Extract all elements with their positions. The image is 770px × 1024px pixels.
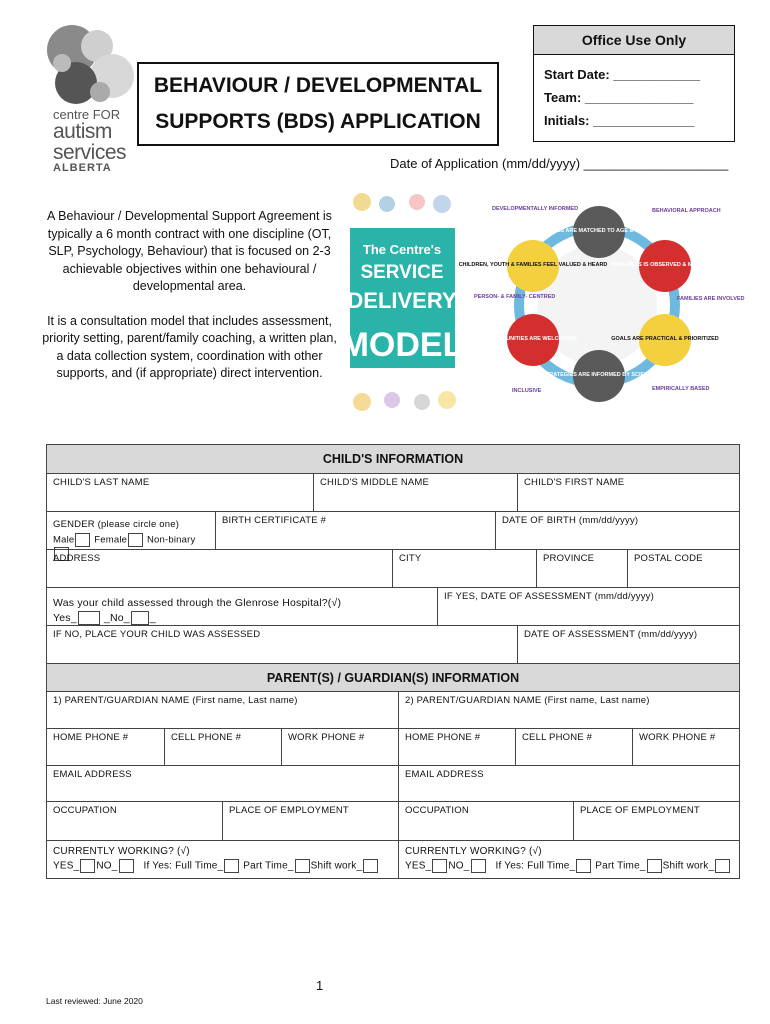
glenrose-no-label: No xyxy=(109,611,124,624)
parent1-employment-field[interactable]: PLACE OF EMPLOYMENT xyxy=(222,802,398,840)
glenrose-yes-checkbox[interactable] xyxy=(78,611,100,625)
glenrose-row xyxy=(46,588,740,626)
last-reviewed: Last reviewed: June 2020 xyxy=(46,996,143,1006)
label-behavioral: BEHAVIORAL APPROACH xyxy=(652,208,721,214)
parent2-email-field[interactable]: EMAIL ADDRESS xyxy=(398,766,739,801)
parent1-working-field: CURRENTLY WORKING? (√) YES_ NO_ If Yes: Full Time_ Part Time_ Shift work_ xyxy=(47,841,398,878)
logo-wordmark xyxy=(53,108,126,174)
office-team[interactable]: Team: _______________ xyxy=(544,90,694,105)
label-empirical: EMPIRICALLY BASED xyxy=(652,386,710,392)
parent2-work-phone-field[interactable]: WORK PHONE # xyxy=(632,729,739,765)
parent1-cell-phone-field[interactable]: CELL PHONE # xyxy=(164,729,281,765)
poster-line4: MODEL xyxy=(340,326,464,364)
assessment-date-field[interactable]: DATE OF ASSESSMENT (mm/dd/yyyy) xyxy=(517,626,739,663)
child-info-heading: CHILD'S INFORMATION xyxy=(46,444,740,474)
parent2-employment-field[interactable]: PLACE OF EMPLOYMENT xyxy=(573,802,739,840)
logo-line3: services xyxy=(53,141,127,164)
parent-name-row xyxy=(46,692,740,729)
intro-paragraph-2: It is a consultation model that includes assessment, priority setting, parent/family coaching, a written plan, a data collection system, coordination with other supports, and (if appropriate) direct intervention. xyxy=(42,313,337,380)
label-children: CHILDREN, YOUTH & FAMILIES FEEL VALUED & HEARD xyxy=(458,262,608,268)
working-row xyxy=(46,841,740,879)
gender-field: GENDER (please circle one) Male Female Non-binary xyxy=(47,512,215,549)
label-inclusive: INCLUSIVE xyxy=(512,388,542,394)
parent-info-heading: PARENT(S) / GUARDIAN(S) INFORMATION xyxy=(46,664,740,692)
child-middle-name-field[interactable]: CHILD'S MIDDLE NAME xyxy=(313,474,517,511)
parent2-occupation-field[interactable]: OCCUPATION xyxy=(398,802,573,840)
child-last-name-field[interactable]: CHILD'S LAST NAME xyxy=(53,477,150,488)
gender-nonbinary-label: Non-binary xyxy=(146,534,196,546)
email-row xyxy=(46,766,740,802)
logo-line1: centre FOR xyxy=(53,107,121,122)
service-delivery-model-graphic xyxy=(340,190,745,415)
intro-text xyxy=(42,208,337,400)
date-of-birth-field[interactable]: DATE OF BIRTH (mm/dd/yyyy) xyxy=(495,512,739,549)
office-use-box xyxy=(533,25,735,142)
title-line2: SUPPORTS (BDS) APPLICATION xyxy=(155,110,481,133)
parent2-fulltime-checkbox[interactable] xyxy=(576,859,591,873)
glenrose-assessment-date-field[interactable]: IF YES, DATE OF ASSESSMENT (mm/dd/yyyy) xyxy=(437,588,739,625)
glenrose-question: Was your child assessed through the Glenrose Hospital?(√) Yes_ _No_ _ xyxy=(53,597,342,624)
parent1-shiftwork-checkbox[interactable] xyxy=(363,859,378,873)
province-field[interactable]: PROVINCE xyxy=(536,550,627,587)
city-field[interactable]: CITY xyxy=(392,550,536,587)
page-number: 1 xyxy=(316,978,324,993)
address-field[interactable]: ADDRESS xyxy=(53,553,101,564)
birth-certificate-field[interactable]: BIRTH CERTIFICATE # xyxy=(215,512,495,549)
parent2-parttime-checkbox[interactable] xyxy=(647,859,662,873)
label-strategies: STRATEGIES ARE INFORMED BY SCIENCE xyxy=(542,372,656,378)
parent2-cell-phone-field[interactable]: CELL PHONE # xyxy=(515,729,632,765)
title-line1: BEHAVIOUR / DEVELOPMENTAL xyxy=(153,74,483,97)
glenrose-yes-label: Yes xyxy=(53,611,71,624)
child-name-row xyxy=(46,474,740,512)
gender-row xyxy=(46,512,740,550)
parent1-fulltime-checkbox[interactable] xyxy=(224,859,239,873)
parent2-working-yes-checkbox[interactable] xyxy=(432,859,447,873)
phone-row xyxy=(46,729,740,766)
child-first-name-field[interactable]: CHILD'S FIRST NAME xyxy=(517,474,739,511)
office-use-heading: Office Use Only xyxy=(534,26,734,55)
date-of-application-field[interactable]: Date of Application (mm/dd/yyyy) ____________________ xyxy=(390,156,729,171)
intro-paragraph-1: A Behaviour / Developmental Support Agreement is typically a 6 month contract with one discipline (OT, SLP, Psychology, Behaviour) that is focused on 2-3 achievable objectives within one behavioural / developmental area. xyxy=(47,209,332,293)
parent1-working-yes-checkbox[interactable] xyxy=(80,859,95,873)
poster-line1: The Centre's xyxy=(362,242,442,257)
application-form xyxy=(46,444,740,879)
poster-line2: SERVICE xyxy=(360,262,444,283)
glenrose-no-checkbox[interactable] xyxy=(131,611,149,625)
address-row xyxy=(46,550,740,588)
parent2-name-field[interactable]: 2) PARENT/GUARDIAN NAME (First name, Last name) xyxy=(398,692,739,728)
parent1-work-phone-field[interactable]: WORK PHONE # xyxy=(281,729,398,765)
postal-code-field[interactable]: POSTAL CODE xyxy=(627,550,739,587)
parent1-working-no-checkbox[interactable] xyxy=(119,859,134,873)
gender-male-label: Male xyxy=(53,534,75,546)
logo-line2: autism xyxy=(53,120,112,143)
label-developmentally: DEVELOPMENTALLY INFORMED xyxy=(492,206,579,212)
logo-line4: ALBERTA xyxy=(53,162,112,174)
gender-female-label: Female xyxy=(94,534,128,546)
parent1-email-field[interactable]: EMAIL ADDRESS xyxy=(53,769,132,780)
label-skills: SKILLS ARE MATCHED TO AGE & STAGE xyxy=(544,228,654,234)
parent1-home-phone-field[interactable]: HOME PHONE # xyxy=(53,732,129,743)
office-start-date[interactable]: Start Date: ____________ xyxy=(544,67,701,82)
poster-line3: DELIVERY xyxy=(347,288,457,313)
parent1-occupation-field[interactable]: OCCUPATION xyxy=(53,805,117,816)
label-progress: PROGRESS IS OBSERVED & MEASURED xyxy=(610,262,720,268)
assessment-place-row xyxy=(46,626,740,664)
parent1-name-field[interactable]: 1) PARENT/GUARDIAN NAME (First name, Last name) xyxy=(53,695,298,706)
office-initials[interactable]: Initials: ______________ xyxy=(544,113,695,128)
parent2-working-field: CURRENTLY WORKING? (√) YES_ NO_ If Yes: Full Time_ Part Time_ Shift work_ xyxy=(398,841,739,878)
gender-female-checkbox[interactable] xyxy=(128,533,143,547)
occupation-row xyxy=(46,802,740,841)
parent1-parttime-checkbox[interactable] xyxy=(295,859,310,873)
label-person: PERSON- & FAMILY- CENTRED xyxy=(474,294,556,300)
parent2-working-no-checkbox[interactable] xyxy=(471,859,486,873)
gender-male-checkbox[interactable] xyxy=(75,533,90,547)
parent2-home-phone-field[interactable]: HOME PHONE # xyxy=(398,729,515,765)
form-title xyxy=(137,62,499,146)
parent2-shiftwork-checkbox[interactable] xyxy=(715,859,730,873)
logo-circles-graphic xyxy=(42,18,142,118)
assessment-place-field[interactable]: IF NO, PLACE YOUR CHILD WAS ASSESSED xyxy=(53,629,261,640)
label-communities: COMMUNITIES ARE WELCOMING xyxy=(488,336,578,342)
label-families: FAMILIES ARE INVOLVED xyxy=(677,296,745,302)
label-goals: GOALS ARE PRACTICAL & PRIORITIZED xyxy=(611,336,719,342)
